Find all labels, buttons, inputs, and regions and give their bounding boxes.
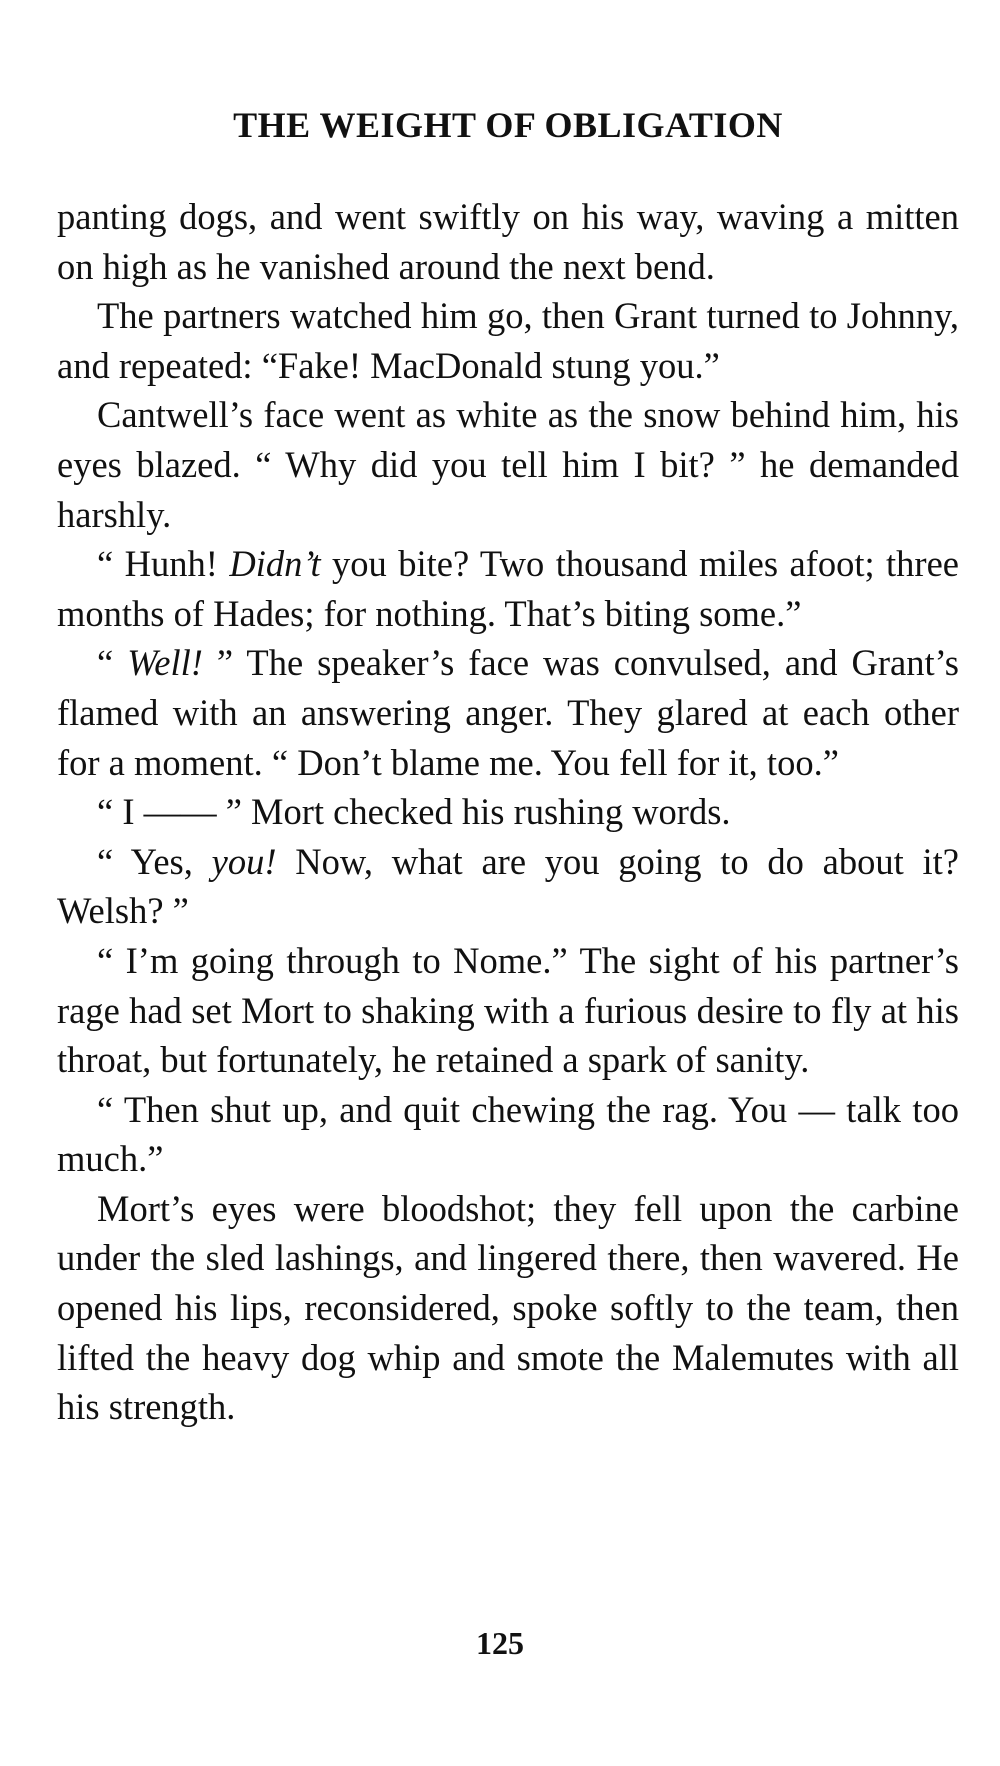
paragraph bbox=[57, 787, 959, 837]
paragraph bbox=[57, 192, 959, 291]
text-run: you bite? Two thousand miles afoot; three months of Hades; for nothing. That’s biting some.” bbox=[57, 543, 959, 634]
paragraph bbox=[57, 291, 959, 390]
text-run: “ Yes, bbox=[97, 840, 212, 882]
paragraph bbox=[57, 1184, 959, 1432]
paragraph bbox=[57, 638, 959, 787]
text-run: Cantwell’s face went as white as the snow behind him, his eyes blazed. “ Why did you tell him I bit? ” he demanded harshly. bbox=[57, 394, 959, 535]
text-run: ” The speaker’s face was convulsed, and Grant’s flamed with an answering anger. They glared at each other for a moment. “ Don’t blame me. You fell for it, too.” bbox=[57, 642, 959, 783]
paragraph bbox=[57, 390, 959, 539]
italic-text-run: Well! bbox=[127, 642, 203, 684]
text-run: “ I —— ” Mort checked his rushing words. bbox=[97, 791, 731, 833]
paragraph bbox=[57, 837, 959, 936]
paragraph bbox=[57, 1085, 959, 1184]
text-run: Now, what are you going to do about it? Welsh? ” bbox=[57, 840, 959, 932]
text-run: “ Then shut up, and quit chewing the rag. You — talk too much.” bbox=[57, 1088, 959, 1180]
paragraph bbox=[57, 539, 959, 638]
running-head: THE WEIGHT OF OBLIGATION bbox=[233, 105, 783, 145]
page-body bbox=[57, 192, 959, 1432]
text-run: Mort’s eyes were bloodshot; they fell upon the carbine under the sled lashings, and lingered there, then wavered. He opened his lips, reconsidered, spoke softly to the team, then lifted the heavy dog whip and smote the Malemutes with all his strength. bbox=[57, 1187, 959, 1428]
page-number: 125 bbox=[476, 1625, 524, 1661]
text-run: The partners watched him go, then Grant turned to Johnny, and repeated: “Fake! MacDonald stung you.” bbox=[57, 295, 959, 386]
text-run: panting dogs, and went swiftly on his way, waving a mitten on high as he vanished around the next bend. bbox=[57, 196, 959, 287]
text-run: “ Hunh! bbox=[97, 543, 230, 585]
italic-text-run: Didn’t bbox=[229, 543, 321, 585]
italic-text-run: you! bbox=[211, 840, 277, 882]
paragraph bbox=[57, 936, 959, 1085]
text-run: “ bbox=[97, 642, 128, 684]
text-run: “ I’m going through to Nome.” The sight of his partner’s rage had set Mort to shaking with a furious desire to fly at his throat, but fortunately, he retained a spark of sanity. bbox=[57, 939, 959, 1081]
